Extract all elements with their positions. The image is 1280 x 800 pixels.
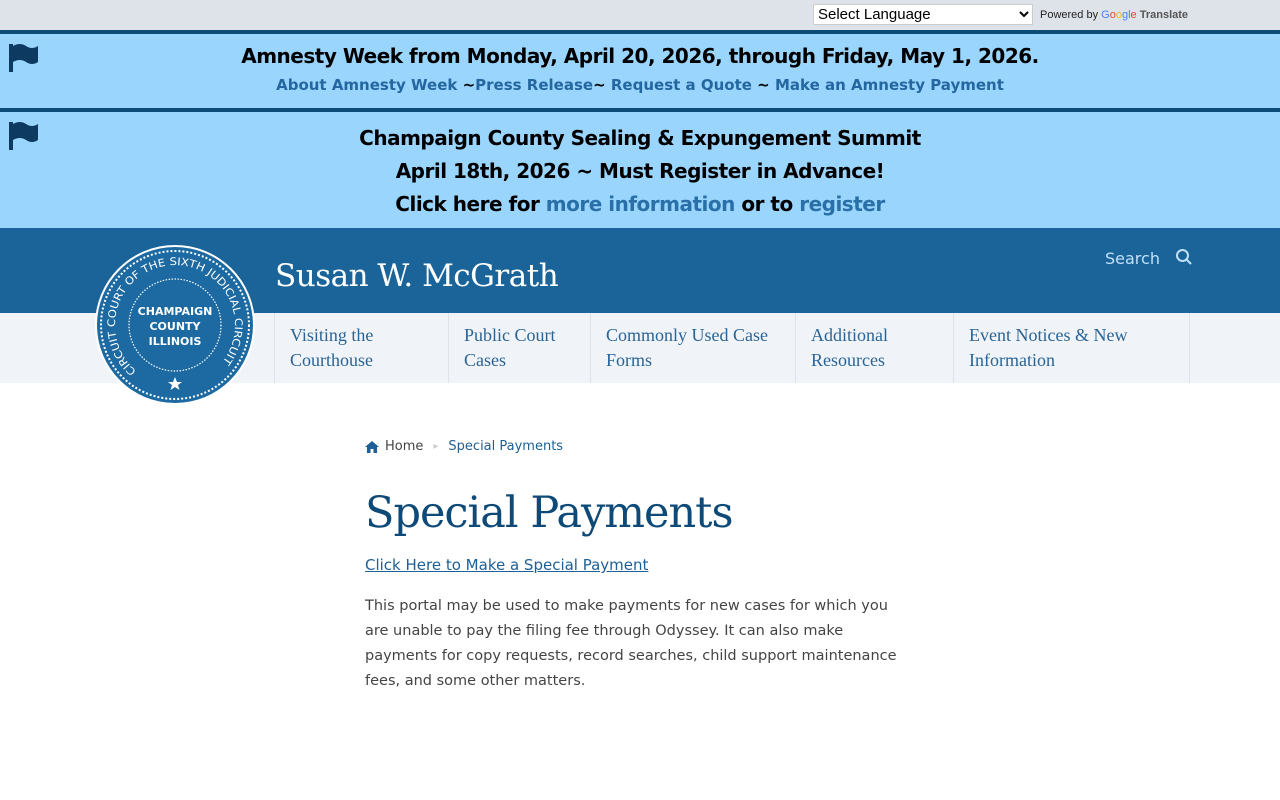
site-title[interactable]: Susan W. McGrath [275, 258, 559, 294]
register-link[interactable]: register [799, 192, 885, 216]
summit-banner [0, 108, 1280, 228]
breadcrumb-home[interactable]: Home [385, 439, 424, 454]
powered-by-google: Powered by Google Translate [1040, 9, 1189, 21]
summit-date: April 18th, 2026 ~ Must Register in Advance! [395, 159, 885, 183]
request-quote-link[interactable]: Request a Quote [610, 76, 752, 94]
nav-event-notices[interactable]: Event Notices & New Information [953, 313, 1190, 383]
text: or to [741, 192, 793, 216]
seal-center-line: ILLINOIS [148, 335, 202, 348]
seal-center-line: COUNTY [149, 320, 201, 333]
sep: ~ [593, 76, 606, 94]
nav-case-forms[interactable]: Commonly Used Case Forms [590, 313, 796, 383]
seal-ring-text: CIRCUIT COURT OF THE SIXTH JUDICIAL CIRCUIT [105, 256, 245, 378]
seal-center-line: CHAMPAIGN [137, 305, 213, 318]
page-title: Special Payments [365, 488, 733, 538]
translate-bar [0, 0, 1280, 30]
text: Click here for [395, 192, 540, 216]
amnesty-payment-link[interactable]: Make an Amnesty Payment [774, 76, 1004, 94]
sep: ~ [757, 76, 770, 94]
breadcrumb-current: Special Payments [448, 439, 564, 454]
nav-resources[interactable]: Additional Resources [795, 313, 954, 383]
breadcrumb [365, 439, 563, 454]
page-description: This portal may be used to make payments for new cases for which you are unable to pay the filing fee through Odyssey. It can also make payments for copy requests, record searches, child support maintenance fees, and some other matters. [365, 598, 897, 689]
search-button[interactable] [1105, 248, 1193, 268]
flag-icon [8, 120, 40, 152]
search-icon [1175, 248, 1193, 266]
press-release-link[interactable]: Press Release [475, 76, 594, 94]
sep: ~ [462, 76, 476, 94]
nav-public-cases[interactable]: Public Court Cases [448, 313, 591, 383]
language-select[interactable] [813, 4, 1033, 25]
flag-icon [8, 42, 40, 74]
search-label: Search [1105, 249, 1160, 268]
amnesty-title: Amnesty Week from Monday, April 20, 2026, through Friday, May 1, 2026. [241, 44, 1039, 68]
about-amnesty-link[interactable]: About Amnesty Week [276, 76, 458, 94]
home-icon [365, 441, 379, 453]
breadcrumb-separator: ▸ [433, 441, 439, 452]
summit-title: Champaign County Sealing & Expungement Summit [359, 126, 921, 150]
amnesty-banner [0, 30, 1280, 108]
special-payment-link[interactable]: Click Here to Make a Special Payment [365, 556, 649, 574]
court-seal-logo[interactable] [94, 244, 256, 406]
more-info-link[interactable]: more information [545, 192, 735, 216]
nav-visiting[interactable]: Visiting the Courthouse [274, 313, 449, 383]
